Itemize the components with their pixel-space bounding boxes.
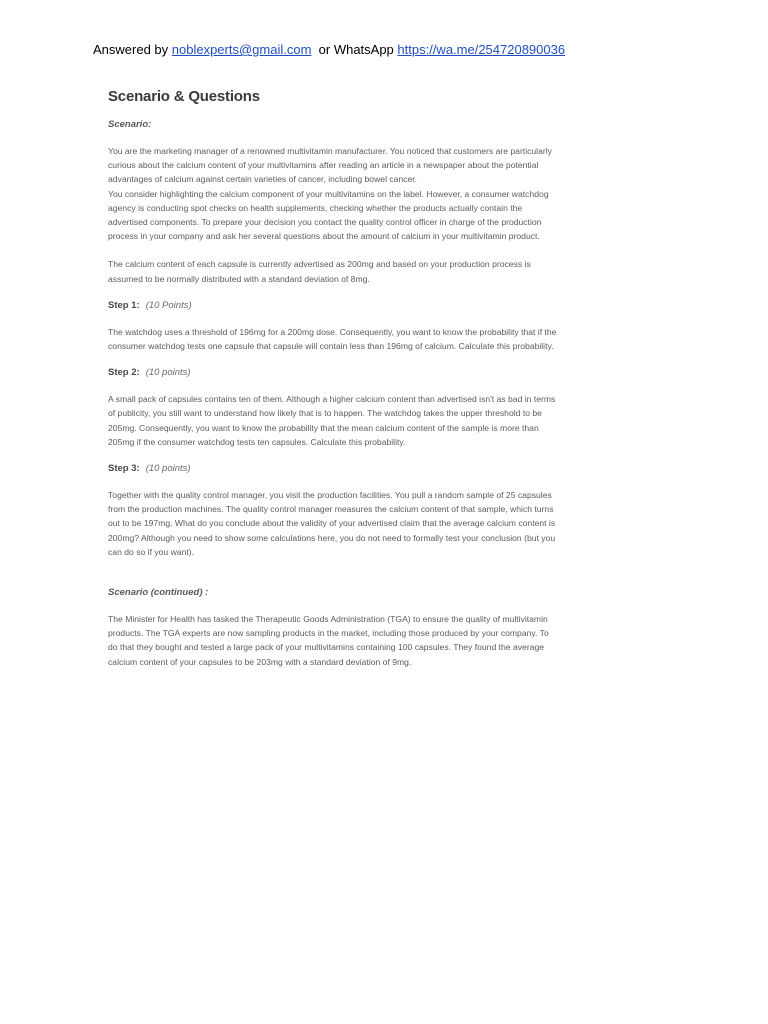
email-link[interactable]: noblexperts@gmail.com: [171, 42, 312, 57]
scenario-label: Scenario:: [108, 119, 152, 130]
scanned-document: [108, 88, 560, 683]
step-3-label: Step 3:: [108, 463, 140, 475]
scenario-continued-text: The Minister for Health has tasked the Therapeutic Goods Administration (TGA) to ensure the quality of multivitamin products. The TGA experts are now sampling products in the market, including those produced by your company. To do that they bought and tested a large pack of your multivitamins containing 100 capsules. They found the average calcium content of your capsules to be 203mg with a standard deviation of 9mg.: [108, 614, 549, 667]
step-1-text: The watchdog uses a threshold of 196mg for a 200mg dose. Consequently, you want to know the probability that if the consumer watchdog tests one capsule that capsule will contain less than 196mg of calcium. Calculate this probability.: [108, 326, 557, 352]
step-1-heading: [108, 300, 560, 311]
scenario-paragraph-1: You are the marketing manager of a renowned multivitamin manufacturer. You noticed that customers are particularly curious about the calcium content of your multivitamins after reading an article in a newspaper about the potential advantages of calcium against certain varieties of cancer, including bowel cancer.: [108, 146, 552, 185]
step-2-heading: [108, 367, 560, 378]
step-1-points: (10 Points): [145, 299, 192, 311]
step-3-text: Together with the quality control manager, you visit the production facilities. You pull a random sample of 25 capsules from the production machines. The quality control manager measures the calcium content of that sample, which turns out to be 197mg. What do you conclude about the validity of your advertised claim that the average calcium content is 200mg? Although you need to show some calculations here, you do not need to formally test your conclusion (but you can do so if you want).: [108, 490, 556, 557]
scenario-paragraph-2: You consider highlighting the calcium component of your multivitamins on the label. However, a consumer watchdog agency is conducting spot checks on health supplements, checking whether the products actually contain the advertised components. To prepare your decision you contact the quality control officer in charge of the production process in your company and ask her several questions about the amount of calcium in your multivitamin product.: [108, 188, 549, 242]
spacer: [108, 573, 560, 587]
step-3-heading: [108, 463, 560, 474]
document-title: Scenario & Questions: [108, 88, 260, 105]
attribution-middle: or WhatsApp: [311, 42, 398, 57]
step-2-points: (10 points): [145, 367, 191, 379]
step-2-text: A small pack of capsules contains ten of them. Although a higher calcium content than advertised isn't as bad in terms of publicity, you still want to understand how likely that is to happen. The watchdog takes the upper threshold to be 205mg. Consequently, you want to know the probability that the mean calcium content of the sample is more than 205mg if the consumer watchdog tests ten capsules. Calculate this probability.: [108, 394, 556, 447]
attribution-prefix: Answered by: [93, 42, 172, 57]
scenario-paragraph-3: The calcium content of each capsule is currently advertised as 200mg and based on your production process is assumed to be normally distributed with a standard deviation of 8mg.: [108, 259, 531, 284]
scenario-continued-label: Scenario (continued) :: [108, 587, 209, 599]
answer-attribution: [93, 42, 565, 57]
step-1-label: Step 1:: [108, 299, 140, 311]
step-2-label: Step 2:: [108, 367, 140, 379]
step-3-points: (10 points): [145, 463, 191, 475]
whatsapp-link[interactable]: https://wa.me/254720890036: [397, 42, 566, 57]
